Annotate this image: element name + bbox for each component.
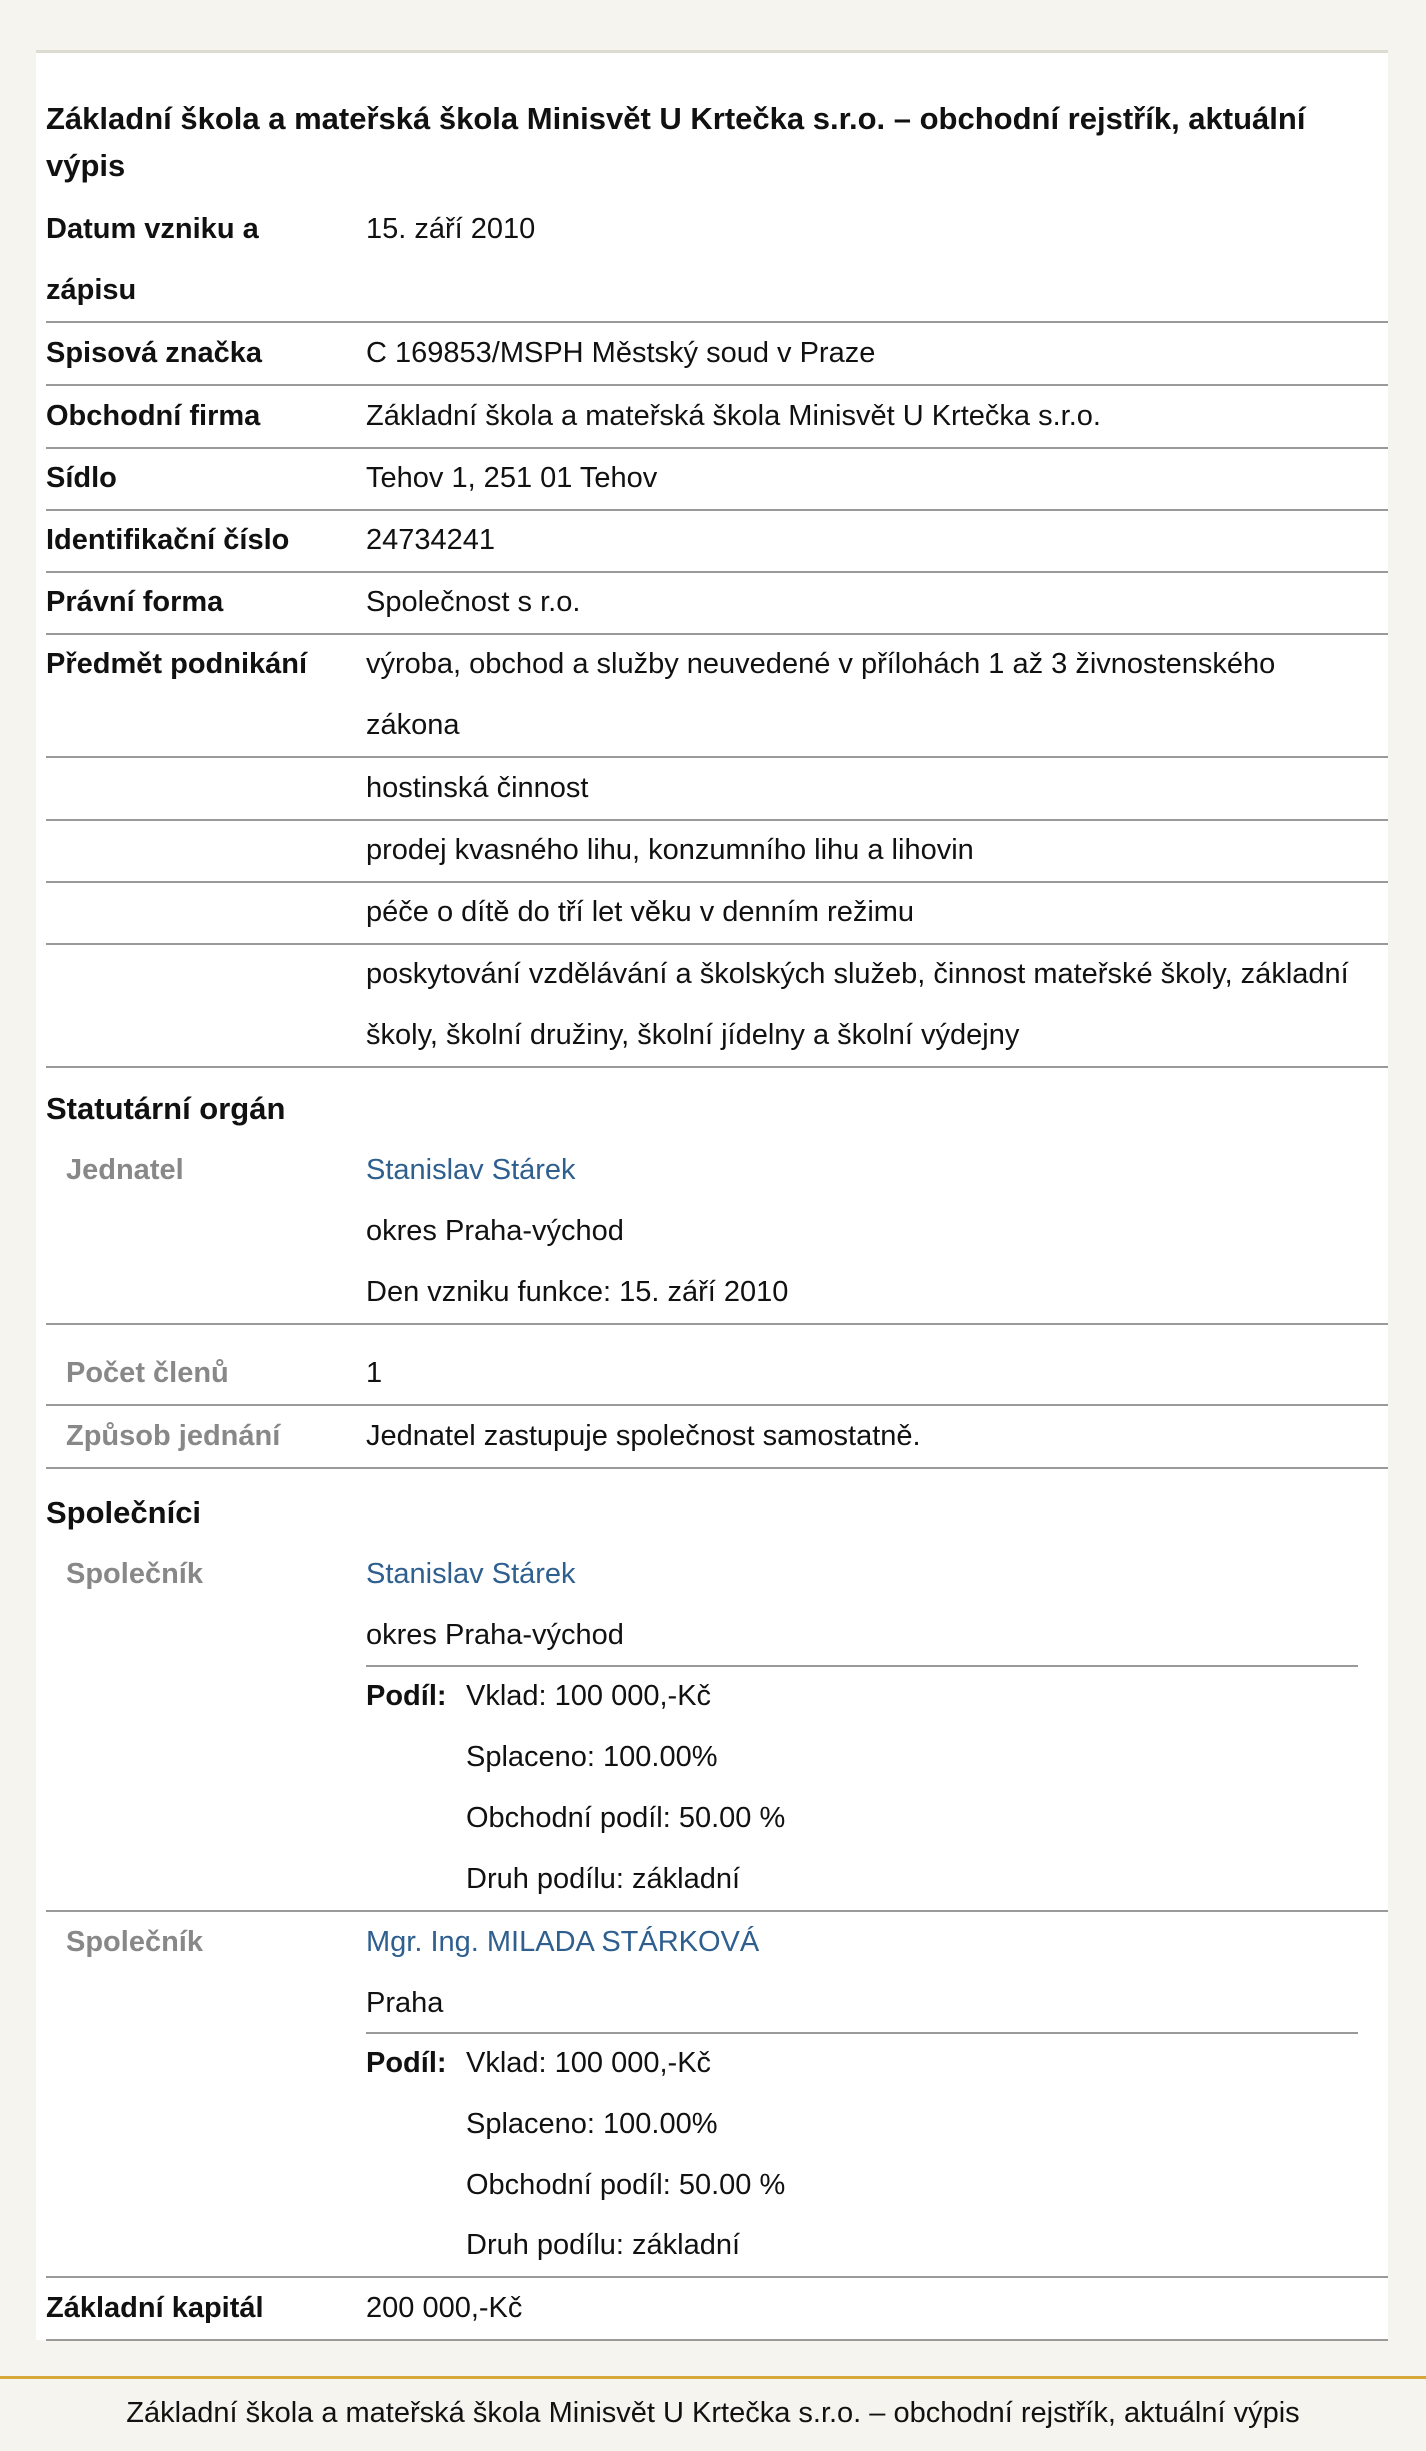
podil-vklad: Vklad: 100 000,-Kč [466,2047,712,2079]
row-zpusob [46,1406,1388,1469]
podil-label: Podíl: [366,1680,447,1712]
podil-splaceno: Splaceno: 100.00% [466,1741,718,1773]
row-spolecnik-1 [46,1544,1388,1912]
row-predmet-4 [46,882,1388,945]
predmet-item: hostinská činnost [366,772,589,804]
podil-druh: Druh podílu: základní [466,1863,741,1895]
spisova-value: C 169853/MSPH Městský soud v Praze [366,337,876,369]
podil-druh: Druh podílu: základní [466,2229,741,2261]
forma-label: Právní forma [46,586,224,618]
row-predmet-5 [46,944,1388,1068]
predmet-item: poskytování vzdělávání a školských služeb, činnost mateřské školy, základní školy, školní družiny, školní jídelny a školní výdejny [366,958,1349,1051]
pocet-label: Počet členů [66,1357,229,1389]
row-spolecnik-2 [46,1912,1388,2278]
firma-value: Základní škola a mateřská škola Minisvět U Krtečka s.r.o. [366,400,1101,432]
row-pocet [46,1343,1388,1406]
page-footer: Základní škola a mateřská škola Minisvět U Krtečka s.r.o. – obchodní rejstřík, aktuální výpis [0,2376,1426,2451]
datum-label: Datum vzniku a zápisu [46,213,259,306]
predmet-item: prodej kvasného lihu, konzumního lihu a lihovin [366,834,974,866]
jednatel-name-link[interactable]: Stanislav Stárek [366,1154,576,1186]
jednatel-okres: okres Praha-východ [366,1215,624,1247]
jednatel-vznik: Den vzniku funkce: 15. září 2010 [366,1276,789,1308]
register-card [36,50,1388,2340]
section-spolecnici: Společníci [46,1495,202,1530]
predmet-label: Předmět podnikání [46,648,308,680]
datum-value: 15. září 2010 [366,213,536,245]
row-spisova [46,323,1388,386]
sidlo-value: Tehov 1, 251 01 Tehov [366,462,658,494]
row-predmet-3 [46,820,1388,883]
podil-label: Podíl: [366,2047,447,2079]
page-title: Základní škola a mateřská škola Minisvět U Krtečka s.r.o. – obchodní rejstřík, aktuální výpis [46,101,1306,183]
zpusob-label: Způsob jednání [66,1420,281,1452]
spisova-label: Spisová značka [46,337,262,369]
row-sidlo [46,448,1388,511]
row-kapital [46,2278,1388,2341]
firma-label: Obchodní firma [46,400,261,432]
row-jednatel [46,1140,1388,1325]
row-firma [46,386,1388,449]
spolecnik-name-link[interactable]: Stanislav Stárek [366,1558,576,1590]
spolecnik-name-link[interactable]: Mgr. Ing. MILADA STÁRKOVÁ [366,1926,760,1958]
kapital-value: 200 000,-Kč [366,2292,523,2324]
zpusob-value: Jednatel zastupuje společnost samostatně. [366,1420,921,1452]
row-predmet-2 [46,758,1388,821]
row-predmet-1 [46,634,1388,758]
section-statutarni: Statutární orgán [46,1091,286,1126]
podil-splaceno: Splaceno: 100.00% [466,2108,718,2140]
spolecnik-place: Praha [366,1987,444,2019]
forma-value: Společnost s r.o. [366,586,581,618]
podil-obchodni: Obchodní podíl: 50.00 % [466,2169,786,2201]
row-ico [46,510,1388,573]
spolecnik-label: Společník [66,1558,203,1590]
sidlo-label: Sídlo [46,462,117,494]
podil-obchodni: Obchodní podíl: 50.00 % [466,1802,786,1834]
predmet-item: péče o dítě do tří let věku v denním režimu [366,896,915,928]
kapital-label: Základní kapitál [46,2292,264,2324]
jednatel-label: Jednatel [66,1154,184,1186]
spolecnik-label: Společník [66,1926,203,1958]
podil-vklad: Vklad: 100 000,-Kč [466,1680,712,1712]
row-datum [46,199,1388,323]
pocet-value: 1 [366,1357,383,1389]
predmet-item: výroba, obchod a služby neuvedené v přílohách 1 až 3 živnostenského zákona [366,648,1276,741]
spolecnik-place: okres Praha-východ [366,1619,624,1651]
ico-value: 24734241 [366,524,496,556]
row-forma [46,572,1388,635]
ico-label: Identifikační číslo [46,524,290,556]
